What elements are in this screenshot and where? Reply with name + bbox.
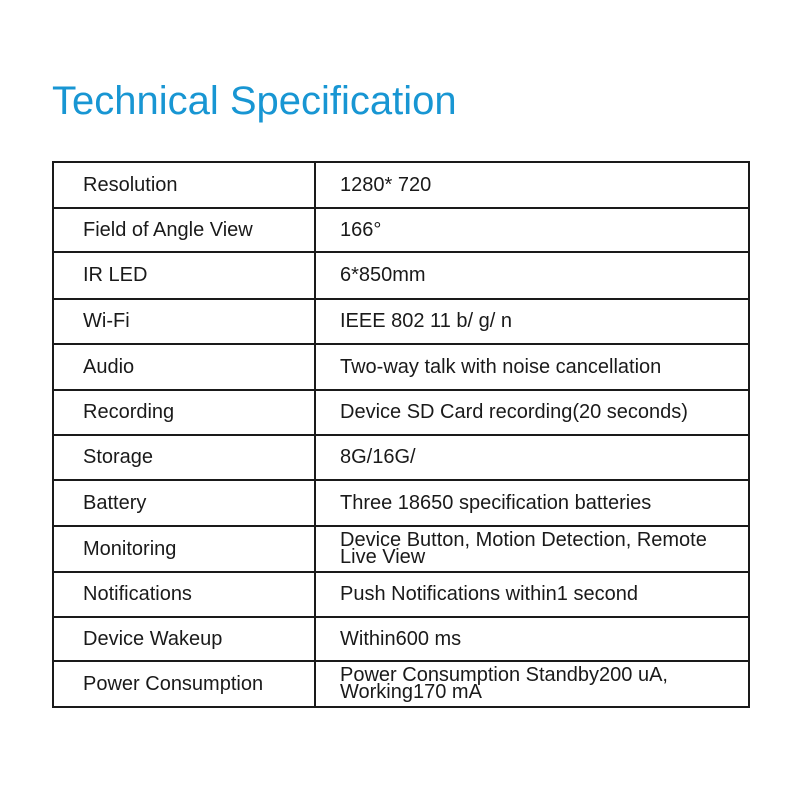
spec-value: Two-way talk with noise cancellation [315,344,749,390]
table-row [53,344,749,390]
table-row [53,162,749,208]
table-row [53,252,749,299]
table-row [53,208,749,252]
spec-value: IEEE 802 11 b/ g/ n [315,299,749,344]
table-row [53,390,749,435]
page-title: Technical Specification [52,79,457,123]
spec-table [52,161,750,708]
table-row [53,661,749,707]
spec-value: Within600 ms [315,617,749,661]
spec-label: Device Wakeup [53,617,315,661]
spec-value: Device Button, Motion Detection, Remote Live View [315,526,749,572]
spec-label: Wi-Fi [53,299,315,344]
spec-label: Audio [53,344,315,390]
spec-label: Battery [53,480,315,526]
table-row [53,435,749,480]
spec-label: Power Consumption [53,661,315,707]
spec-label: Recording [53,390,315,435]
table-row [53,480,749,526]
spec-value: 8G/16G/ [315,435,749,480]
spec-label: Field of Angle View [53,208,315,252]
spec-label: Storage [53,435,315,480]
spec-value: 6*850mm [315,252,749,299]
table-row [53,617,749,661]
table-row [53,572,749,617]
spec-value: Push Notifications within1 second [315,572,749,617]
spec-label: IR LED [53,252,315,299]
spec-value: Three 18650 specification batteries [315,480,749,526]
spec-value: 1280* 720 [315,162,749,208]
spec-label: Resolution [53,162,315,208]
spec-value: 166° [315,208,749,252]
table-row [53,299,749,344]
spec-label: Monitoring [53,526,315,572]
spec-label: Notifications [53,572,315,617]
table-row [53,526,749,572]
spec-value: Device SD Card recording(20 seconds) [315,390,749,435]
spec-value: Power Consumption Standby200 uA, Working170 mA [315,661,749,707]
